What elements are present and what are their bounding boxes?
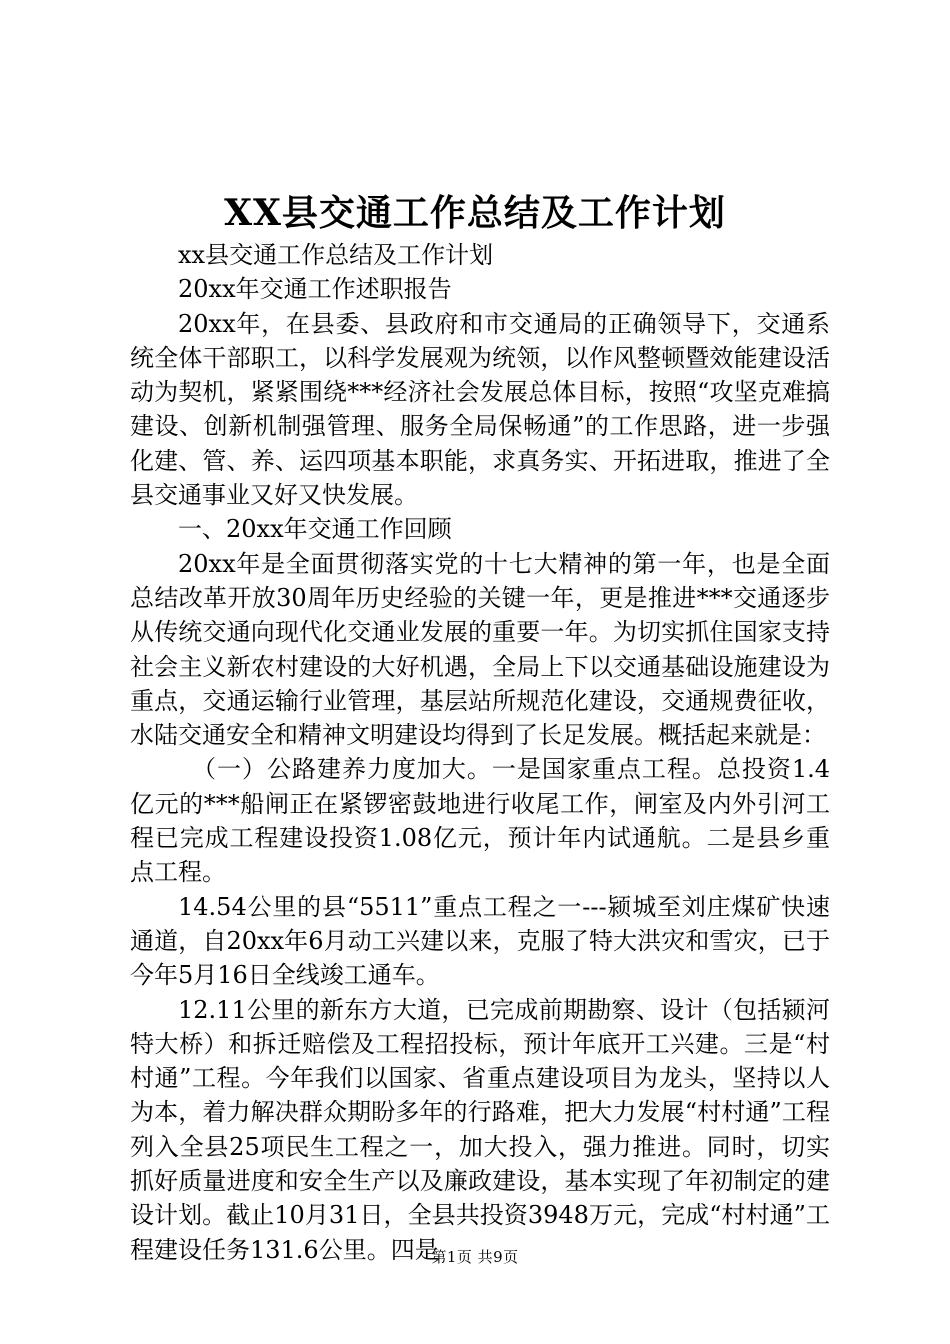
section-heading: 一、20xx年交通工作回顾 bbox=[178, 515, 452, 544]
report-title-paragraph: 20xx年交通工作述职报告 bbox=[178, 275, 452, 304]
intro-paragraph: 20xx年，在县委、县政府和市交通局的正确领导下，交通系统全体干部职工，以科学发展观为统领，以作风整顿暨效能建设活动为契机，紧紧围绕***经济社会发展总体目标，按照“攻坚克难搞建设、创新机制强管理、服务全局保畅通”的工作思路，进一步强化建、管、养、运四项基本职能，求真务实、开拓进取，推进了全县交通事业又好又快发展。 bbox=[130, 309, 830, 510]
page-number: 第1页 共9页 bbox=[431, 1248, 519, 1266]
subtitle-paragraph: xx县交通工作总结及工作计划 bbox=[178, 241, 494, 269]
road-construction-paragraph: （一）公路建养力度加大。一是国家重点工程。总投资1.4亿元的***船闸正在紧锣密鼓地进行收尾工作，闸室及内外引河工程已完成工程建设投资1.08亿元，预计年内试通航。二是县乡重点工程。 bbox=[130, 755, 830, 887]
review-paragraph: 20xx年是全面贯彻落实党的十七大精神的第一年，也是全面总结改革开放30周年历史经验的关键一年，更是推进***交通逐步从传统交通向现代化交通业发展的重要一年。为切实抓住国家支持社会主义新农村建设的大好机遇，全局上下以交通基础设施建设为重点，交通运输行业管理，基层站所规范化建设，交通规费征收，水陆交通安全和精神文明建设均得到了长足发展。概括起来就是： bbox=[130, 549, 830, 750]
expressway-paragraph: 14.54公里的县“5511”重点工程之一---颍城至刘庄煤矿快速通道，自20xx年6月动工兴建以来，克服了特大洪灾和雪灾，已于今年5月16日全线竣工通车。 bbox=[130, 892, 830, 990]
document-body bbox=[130, 238, 830, 1267]
avenue-paragraph: 12.11公里的新东方大道，已完成前期勘察、设计（包括颍河特大桥）和拆迁赔偿及工程招投标，预计年底开工兴建。三是“村村通”工程。今年我们以国家、省重点建设项目为龙头，坚持以人为本，着力解决群众期盼多年的行路难，把大力发展“村村通”工程列入全县25项民生工程之一，加大投入，强力推进。同时，切实抓好质量进度和安全生产以及廉政建设，基本实现了年初制定的建设计划。截止10月31日，全县共投资3948万元，完成“村村通”工程建设任务131.6公里。四是 bbox=[130, 995, 830, 1264]
document-title: XX县交通工作总结及工作计划 bbox=[224, 192, 726, 234]
